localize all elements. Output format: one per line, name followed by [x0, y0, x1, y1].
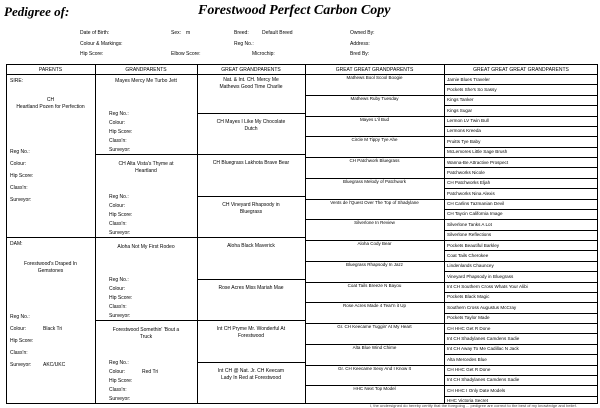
ggg-divider: [444, 105, 598, 106]
ggp-divider: [197, 237, 305, 238]
dam-name-line2: Gemstones: [37, 268, 64, 274]
great-grandparent-name-line1: CH Mayes I Like My Chocolate: [216, 118, 286, 125]
dam-colour-value: Black Tri: [43, 326, 63, 332]
dam-surveyor-label: Surveyor:: [10, 362, 32, 368]
sire-class-label: Class'n:: [10, 185, 28, 191]
ggg-divider: [444, 209, 598, 210]
col-header-parents: PARENTS: [38, 67, 63, 73]
pedigree-label: Pedigree of:: [4, 4, 70, 19]
great-great-great-grandparent-name: Pockets She's So Sassy: [447, 86, 497, 92]
great-great-grandparent-name: Aloha Cody Bear: [357, 241, 392, 246]
grandparent-surveyor-label: Surveyor:: [109, 230, 131, 236]
ggg-divider: [444, 219, 598, 220]
ggp-divider: [197, 362, 305, 363]
great-grandparent-name-line1: Rose Acres Miss Mariah Mae: [218, 284, 284, 291]
ggg-divider: [444, 167, 598, 168]
ggg-divider: [444, 95, 598, 96]
great-great-great-grandparent-name: CH HHC I Only Date Models: [447, 387, 506, 393]
great-great-great-grandparent-name: Pockets Beautiful Barkley: [447, 242, 500, 248]
ggg-divider: [444, 271, 598, 272]
great-great-grandparent-name: Bluegrass Melody of Patchwork: [342, 178, 407, 184]
grandparent-hip-label: Hip Score:: [109, 129, 133, 135]
gp-divider: [95, 237, 197, 238]
dog-name-title: Forestwood Perfect Carbon Copy: [198, 3, 391, 18]
owned-by-label: Owned By:: [350, 30, 375, 36]
grandparent-class-label: Class'n:: [109, 304, 127, 310]
grandparent-name-line1: Aloha Not My First Rodeo: [117, 244, 175, 250]
dob-label: Date of Birth:: [80, 30, 110, 36]
great-great-great-grandparent-name: Alta Mercedes Blue: [447, 356, 487, 362]
dam-role-label: DAM:: [10, 241, 23, 247]
great-grandparent-name-line2: Mathews Good Time Charlie: [219, 84, 283, 90]
ggg-divider: [444, 126, 598, 127]
dam-name-line1: Forestwood's Draped In: [24, 261, 77, 267]
grandparent-colour-value: Red Tri: [142, 369, 159, 375]
great-great-great-grandparent-name: CH Patchworks Eljah: [447, 180, 491, 186]
great-great-grandparent-name: CH Patchwork Bluegrass: [349, 158, 400, 163]
great-great-grandparent-name: Mathews Bool Scool Boogie: [346, 75, 403, 80]
ggg-divider: [444, 344, 598, 345]
grandparent-colour-label: Colour:: [109, 120, 126, 126]
great-great-grandparent-name: Circle M Tippy Tye Ahe: [351, 137, 398, 143]
great-great-great-grandparent-name: Pockets Black Magic: [447, 294, 490, 300]
microchip-label: Microchip:: [252, 51, 275, 57]
ggg-divider: [444, 375, 598, 376]
great-great-great-grandparent-name: Coat Tails Cherokee: [447, 252, 489, 258]
great-great-grandparent-name: Mayes L'il Bud: [359, 116, 390, 122]
ggp-divider: [197, 154, 305, 155]
great-great-great-grandparent-name: Jamie Blues Traveler: [447, 76, 490, 82]
ggg-divider: [444, 333, 598, 334]
great-great-great-grandparent-name: CH Carlins Tazmanian Devil: [447, 201, 505, 206]
great-great-grandparent-name: Mathews Ruby Tuesday: [350, 95, 399, 101]
great-great-great-grandparent-name: Int CH Away To Me Cadillac N Jack: [447, 346, 519, 352]
ggg-divider: [444, 313, 598, 314]
grandparent-hip-label: Hip Score:: [109, 295, 133, 301]
great-great-great-grandparent-name: Silverlone Reflections: [447, 232, 492, 238]
great-great-great-grandparent-name: Patchworks Nina Alexis: [447, 190, 495, 196]
great-great-great-grandparent-name: Silverlone Tanks A Lot: [447, 221, 492, 227]
great-great-great-grandparent-name: Patchworks Nicole: [447, 169, 485, 175]
great-great-great-grandparent-name: CH Taycin California Image: [447, 211, 503, 217]
great-great-great-grandparent-name: Wanna-Be Attractive Prospect: [447, 159, 509, 165]
ggg-divider: [444, 136, 598, 137]
ggg-divider: [444, 116, 598, 117]
gp-divider: [95, 154, 197, 155]
great-grandparent-name-line1: Int CH @ Nat. Jr. CH Keecam: [217, 367, 285, 374]
grandparent-colour-label: Colour:: [109, 369, 126, 375]
grandparent-class-label: Class'n:: [109, 138, 127, 144]
great-great-great-grandparent-name: CH HHC Get R Done: [447, 367, 491, 372]
ggg-divider: [444, 365, 598, 366]
great-great-grandparent-name: Rose Acres Made 4 Tear'n it Up: [342, 303, 407, 309]
great-great-great-grandparent-name: Vineyard Phapsody in Bluegrass: [447, 273, 514, 279]
sire-surveyor-label: Surveyor:: [10, 197, 32, 203]
col-header-great-great: GREAT GREAT GRANDPARENTS: [335, 67, 414, 73]
great-great-grandparent-name: Gr. CH Keecame Sexy And I Know It: [337, 365, 412, 371]
grandparent-name-line1: CH Alta Vista's Thyme at: [118, 161, 174, 167]
ggg-divider: [444, 282, 598, 283]
ggg-divider: [444, 199, 598, 200]
great-grandparent-name-line1: CH Vineyard Rhapsody in: [222, 201, 280, 208]
ggg-divider: [444, 302, 598, 303]
header-row-divider: [6, 74, 598, 75]
elbow-score-label: Elbow Score:: [171, 51, 201, 57]
footer-note: I, the undersigned do hereby certify that the foregoing ... pedigree are correct to the best of my knowledge and belief.: [370, 403, 577, 408]
ggg-divider: [444, 84, 598, 85]
great-great-grandparent-name: HHC Next Top Model: [353, 386, 396, 392]
ggp-divider: [197, 320, 305, 321]
great-great-grandparent-name: Bluegrass Rhapsody In Jazz: [345, 261, 404, 267]
ggg-divider: [444, 147, 598, 148]
great-great-grandparent-name: Gr. CH Keecame Tuggin' At My Heart: [337, 324, 412, 329]
great-grandparent-name-line1: Nat. & Int. CH. Mercy Me: [223, 77, 279, 83]
ggg-divider: [444, 230, 598, 231]
sire-role-label: SIRE:: [10, 78, 24, 84]
grandparent-surveyor-label: Surveyor:: [109, 396, 131, 402]
col-header-grandparents: GRANDPARENTS: [125, 67, 167, 73]
grandparent-class-label: Class'n:: [109, 387, 127, 393]
grandparent-surveyor-label: Surveyor:: [109, 313, 131, 319]
great-grandparent-name-line1: CH Bluegrass Lakhota Brave Bear: [212, 160, 290, 166]
great-great-great-grandparent-name: Pockets Taylor Made: [447, 315, 490, 321]
ggg-divider: [444, 178, 598, 179]
dam-colour-label: Colour:: [10, 326, 27, 332]
great-great-great-grandparent-name: Lermon LV Twin Bull: [447, 118, 489, 123]
great-great-great-grandparent-name: HHC Victoria Secret: [447, 398, 489, 404]
grandparent-name-line2: Heartland: [135, 168, 157, 174]
col-header-great-grandparents: GREAT GRANDPARENTS: [221, 67, 281, 73]
ggg-divider: [444, 385, 598, 386]
sire-reg-label: Reg No.:: [10, 149, 30, 155]
dam-class-label: Class'n:: [10, 350, 28, 356]
hip-score-label: Hip Score:: [80, 51, 104, 57]
sire-hip-label: Hip Score:: [10, 173, 34, 179]
ggg-divider: [444, 157, 598, 158]
ggg-divider: [444, 292, 598, 293]
ggp-divider: [197, 196, 305, 197]
grandparent-name-line1: Mayes Mercy Me Turbo Jett: [115, 78, 177, 84]
great-grandparent-name-line1: Aloha Black Maverick: [227, 243, 275, 249]
sire-name-line2: Heartland Pozen for Perfection: [16, 104, 85, 110]
col-divider: [95, 64, 96, 404]
great-grandparent-name-line2: Dutch: [244, 125, 258, 132]
grandparent-reg-label: Reg No.:: [109, 194, 129, 200]
great-grandparent-name-line2: Forestwood: [237, 333, 265, 339]
great-great-great-grandparent-name: McLemores Little Sage Brush: [447, 149, 508, 155]
ggg-divider: [444, 188, 598, 189]
great-great-grandparent-name: Coat Tails Breeze N Bayou: [347, 282, 402, 288]
great-grandparent-name-line2: Lady In Red at Forestwood: [220, 374, 282, 381]
great-great-grandparent-name: Vents de l'Quest Over The Top of Shadylane: [330, 199, 419, 205]
ggg-divider: [444, 323, 598, 324]
great-great-great-grandparent-name: Kings Tanker: [447, 97, 474, 103]
sex-label: Sex:: [171, 30, 182, 36]
ggp-divider: [197, 113, 305, 114]
great-great-great-grandparent-name: Int CH Shadylanes Camdens Sadie: [447, 377, 520, 383]
ggg-divider: [444, 240, 598, 241]
grandparent-reg-label: Reg No.:: [109, 277, 129, 283]
address-label: Address:: [350, 41, 370, 47]
grandparent-surveyor-label: Surveyor:: [109, 147, 131, 153]
grandparent-class-label: Class'n:: [109, 221, 127, 227]
grandparent-hip-label: Hip Score:: [109, 378, 133, 384]
breed-label: Breed:: [234, 30, 249, 36]
grandparent-reg-label: Reg No.:: [109, 111, 129, 117]
colour-markings-label: Colour & Markings:: [80, 41, 123, 47]
dam-reg-label: Reg No.:: [10, 314, 30, 320]
grandparent-colour-label: Colour:: [109, 286, 126, 292]
breed-value: Default Breed: [262, 30, 293, 36]
sire-name-line1: CH: [46, 97, 55, 103]
great-great-great-grandparent-name: Lermons Kreeda: [447, 128, 481, 134]
grandparent-hip-label: Hip Score:: [109, 212, 133, 218]
great-great-great-grandparent-name: Kings Sugar: [447, 107, 473, 113]
great-great-great-grandparent-name: Pruitts Tye Baby: [447, 138, 481, 144]
great-great-grandparent-name: Alta Blue Wind Chime: [352, 344, 397, 350]
bred-by-label: Bred By:: [350, 51, 370, 57]
sire-colour-label: Colour:: [10, 161, 27, 167]
ggg-divider: [444, 250, 598, 251]
col-divider: [197, 64, 198, 404]
ggg-divider: [444, 354, 598, 355]
dam-surveyor-value: AKC/UKC: [43, 362, 66, 368]
great-grandparent-name-line1: Int CH Pryme Mr. Wonderful At: [216, 326, 286, 332]
grandparent-reg-label: Reg No.:: [109, 360, 129, 366]
great-grandparent-name-line2: Bluegrass: [239, 208, 263, 215]
sex-value: m: [186, 30, 191, 36]
great-great-great-grandparent-name: Southern Cross Augustus McCray: [447, 304, 517, 310]
great-great-great-grandparent-name: Int CH Shadylanes Camdens Sadie: [447, 335, 520, 341]
ggg-divider: [444, 261, 598, 262]
great-great-great-grandparent-name: CH HHC Get R Done: [447, 325, 491, 331]
great-great-grandparent-name: Silverlone In Review: [354, 220, 395, 226]
great-great-great-grandparent-name: Lindenlands Chauncey: [447, 263, 494, 269]
great-great-great-grandparent-name: Int CH Southern Cross Whats Your Alibi: [447, 284, 528, 289]
grandparent-name-line1: Forestwood Somethin' 'Bout a: [112, 327, 180, 333]
grandparent-name-line2: Truck: [139, 334, 153, 340]
ggp-divider: [197, 279, 305, 280]
ggg-divider: [444, 396, 598, 397]
grandparent-colour-label: Colour:: [109, 203, 126, 209]
col-header-great-great-great: GREAT GREAT GREAT GRANDPARENTS: [473, 67, 569, 73]
reg-no-label: Reg No.:: [234, 41, 254, 47]
gp-divider: [95, 320, 197, 321]
dam-hip-label: Hip Score:: [10, 338, 34, 344]
